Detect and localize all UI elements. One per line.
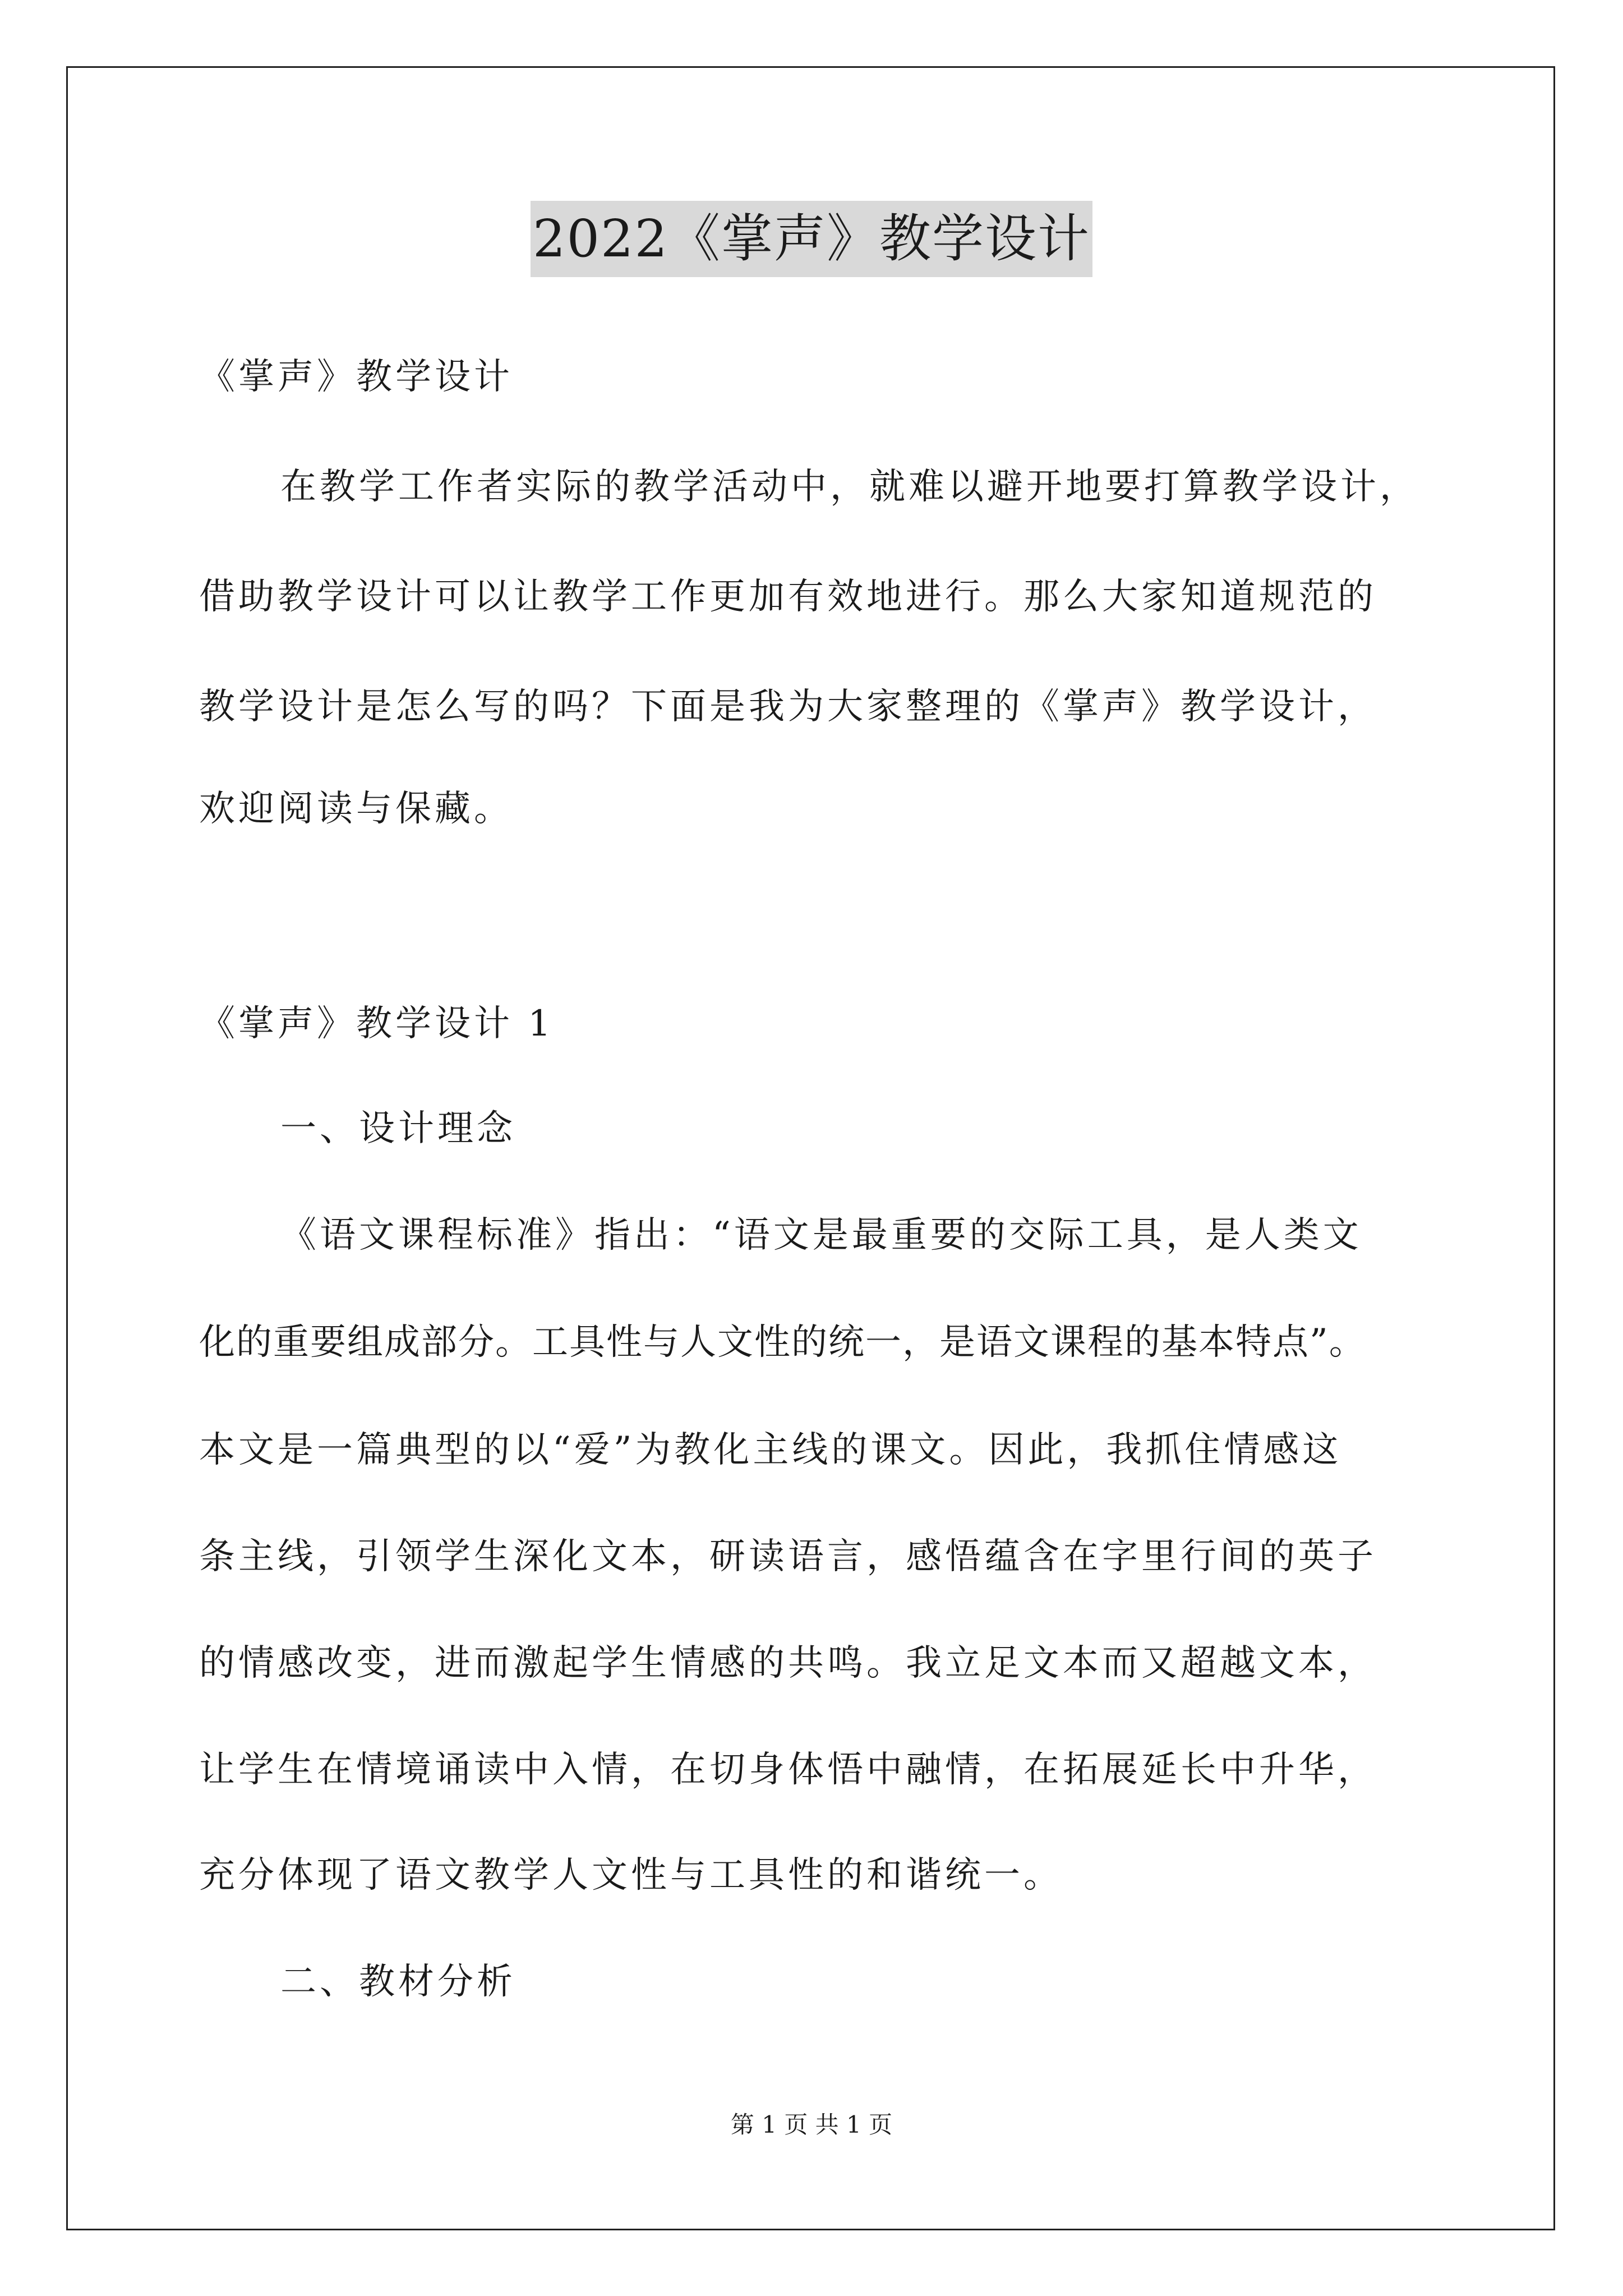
section-heading: 《掌声》教学设计 1 bbox=[199, 1003, 555, 1045]
paragraph-line: 条主线，引领学生深化文本，研读语言，感悟蕴含在字里行间的英子 bbox=[199, 1536, 1377, 1577]
paragraph-line: 化的重要组成部分。工具性与人文性的统一，是语文课程的基本特点”。 bbox=[199, 1322, 1366, 1363]
subsection-heading: 一、设计理念 bbox=[280, 1108, 516, 1149]
subsection-heading: 二、教材分析 bbox=[280, 1961, 516, 2003]
paragraph-line: 《语文课程标准》指出：“语文是最重要的交际工具，是人类文 bbox=[280, 1214, 1362, 1256]
paragraph-line: 教学设计是怎么写的吗？下面是我为大家整理的《掌声》教学设计， bbox=[199, 686, 1377, 728]
paragraph-line: 借助教学设计可以让教学工作更加有效地进行。那么大家知道规范的 bbox=[199, 576, 1377, 618]
title-container bbox=[0, 201, 1623, 277]
paragraph-line: 本文是一篇典型的以“爱”为教化主线的课文。因此，我抓住情感这 bbox=[199, 1429, 1342, 1471]
document-title: 2022《掌声》教学设计 bbox=[531, 201, 1092, 277]
section-heading: 《掌声》教学设计 bbox=[199, 356, 513, 398]
paragraph-line: 让学生在情境诵读中入情，在切身体悟中融情，在拓展延长中升华， bbox=[199, 1749, 1377, 1791]
paragraph-line: 欢迎阅读与保藏。 bbox=[199, 788, 513, 830]
page-footer: 第 1 页 共 1 页 bbox=[730, 2111, 893, 2138]
paragraph-line: 在教学工作者实际的教学活动中，就难以避开地要打算教学设计， bbox=[280, 466, 1419, 508]
paragraph-line: 充分体现了语文教学人文性与工具性的和谐统一。 bbox=[199, 1855, 1063, 1896]
paragraph-line: 的情感改变，进而激起学生情感的共鸣。我立足文本而又超越文本， bbox=[199, 1642, 1377, 1684]
